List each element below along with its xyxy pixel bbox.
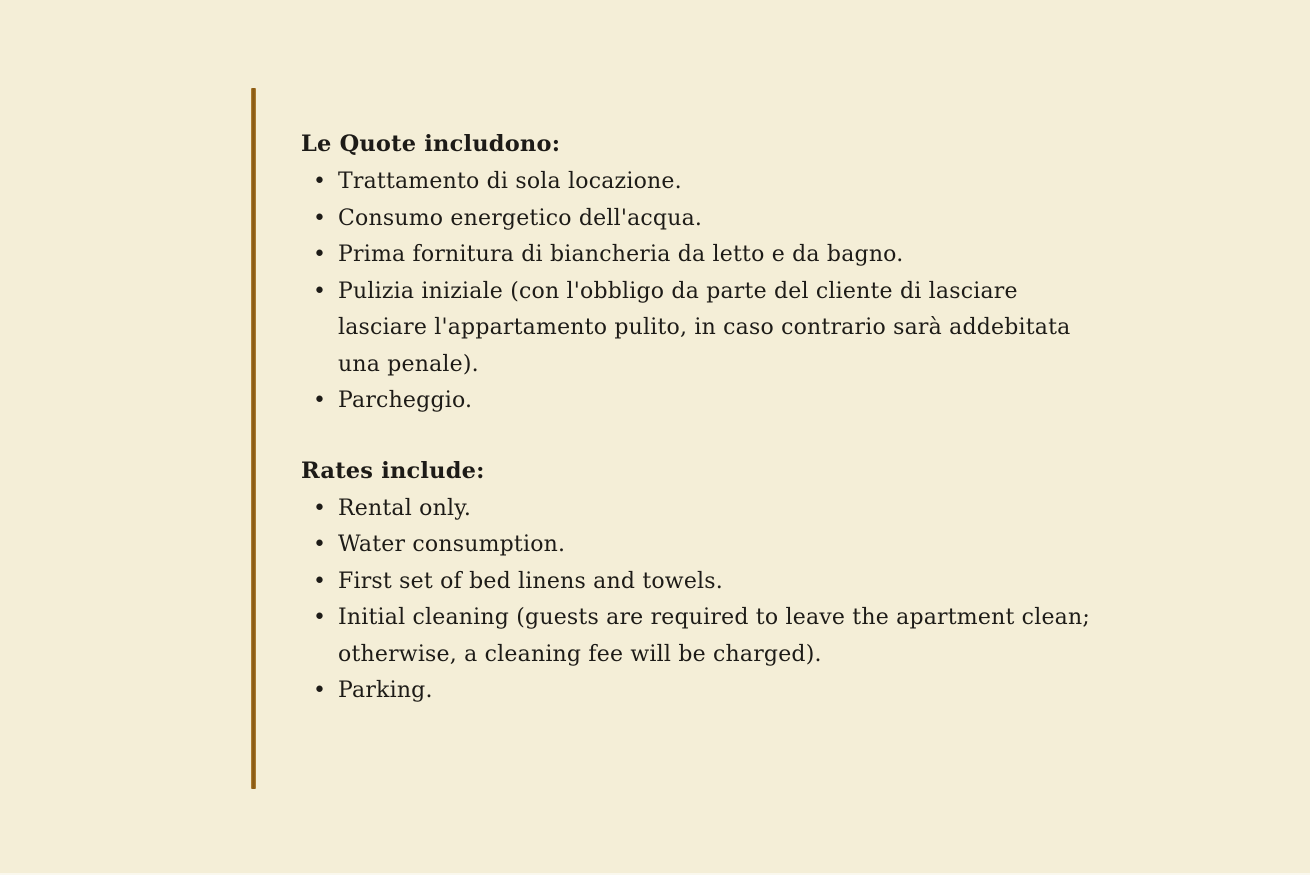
- list-item: • Initial cleaning (guests are required to leave the apartment clean; otherwise, a cleaning fee will be charged).: [301, 600, 1091, 673]
- list-item: • Trattamento di sola locazione.: [301, 164, 1091, 201]
- section-english: [301, 453, 1101, 710]
- list-item: • First set of bed linens and towels.: [301, 564, 1091, 601]
- list-item: • Prima fornitura di biancheria da letto e da bagno.: [301, 237, 1091, 274]
- bullet-list-italian: [301, 164, 1091, 420]
- list-item: • Water consumption.: [301, 527, 1091, 564]
- accent-bar: [251, 88, 256, 789]
- list-item: • Rental only.: [301, 491, 1091, 528]
- list-item: • Pulizia iniziale (con l'obbligo da parte del cliente di lasciare lasciare l'appartamento pulito, in caso contrario sarà addebitata una penale).: [301, 274, 1091, 384]
- slide-content: [301, 126, 1101, 710]
- bullet-list-english: [301, 491, 1091, 710]
- list-item: • Consumo energetico dell'acqua.: [301, 201, 1091, 238]
- section-italian: [301, 126, 1101, 420]
- section-heading-english: Rates include:: [301, 457, 485, 484]
- section-heading-italian: Le Quote includono:: [301, 131, 561, 157]
- list-item: • Parcheggio.: [301, 383, 1091, 420]
- list-item: • Parking.: [301, 673, 1091, 710]
